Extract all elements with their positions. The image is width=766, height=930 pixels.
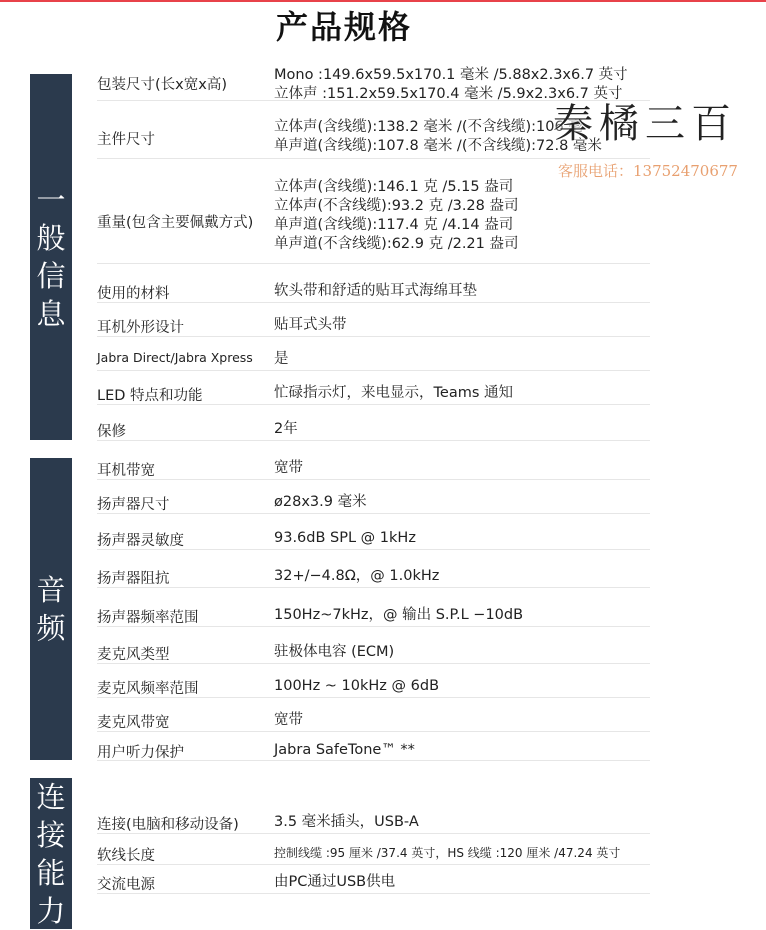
- spec-label: 用户听力保护: [97, 745, 184, 761]
- spec-label: 扬声器灵敏度: [97, 532, 184, 549]
- spec-value-line: 2年: [274, 421, 298, 437]
- spec-value-line: 驻极体电容 (ECM): [274, 643, 395, 660]
- spec-value: [274, 711, 303, 730]
- spec-row: [97, 315, 650, 337]
- spec-row: [97, 492, 650, 514]
- spec-value: [274, 178, 518, 254]
- spec-value: [274, 282, 477, 301]
- spec-row: [97, 605, 650, 627]
- spec-row: [97, 642, 650, 664]
- spec-label: Jabra Direct/Jabra Xpress: [97, 349, 253, 365]
- spec-value-line: 宽带: [274, 711, 303, 728]
- section-band-char: 息: [36, 297, 66, 331]
- page-title: 产品规格: [275, 8, 412, 46]
- spec-value-line: 立体声(含线缆):138.2 毫米 /(不含线缆):106 毫: [274, 119, 583, 135]
- section-band-connectivity: [30, 778, 72, 929]
- spec-value-line: 单声道(含线缆):107.8 毫米 /(不含线缆):72.8 毫米: [274, 138, 602, 154]
- spec-value-line: 是: [274, 350, 289, 367]
- spec-value-line: 宽带: [274, 459, 303, 476]
- spec-label: 连接(电脑和移动设备): [97, 816, 239, 833]
- spec-row: [97, 843, 650, 865]
- spec-value-line: 软头带和舒适的贴耳式海绵耳垫: [274, 282, 477, 299]
- spec-value-line: 立体声(不含线缆):93.2 克 /3.28 盎司: [274, 198, 519, 214]
- spec-value: [274, 741, 415, 760]
- spec-label: 麦克风频率范围: [97, 680, 199, 697]
- spec-row: [97, 178, 650, 264]
- spec-label: 包装尺寸(长x宽x高): [97, 77, 227, 93]
- spec-value: [274, 420, 298, 439]
- section-band-char: 频: [36, 611, 66, 645]
- spec-value: [274, 350, 289, 369]
- spec-label: 麦克风类型: [97, 646, 170, 663]
- spec-value: [274, 844, 620, 863]
- watermark-name: 秦橘三百: [553, 101, 737, 147]
- spec-row: [97, 710, 650, 732]
- section-band-char: 般: [36, 221, 66, 255]
- spec-value-line: 150Hz~7kHz，@ 输出 S.P.L −10dB: [274, 606, 524, 623]
- section-band-char: 能: [36, 855, 66, 890]
- spec-row: [97, 676, 650, 698]
- spec-value-line: 93.6dB SPL @ 1kHz: [274, 529, 416, 546]
- spec-row: [97, 420, 650, 441]
- spec-label: 交流电源: [97, 877, 155, 893]
- spec-value-line: 贴耳式头带: [274, 316, 347, 333]
- spec-value-line: 立体声(含线缆):146.1 克 /5.15 盎司: [274, 179, 514, 195]
- spec-row: [97, 383, 650, 405]
- spec-value: [274, 813, 419, 832]
- spec-value-line: 控制线缆 :95 厘米 /37.4 英寸，HS 线缆 :120 厘米 /47.24 英寸: [274, 845, 621, 860]
- spec-value-line: 3.5 毫米插头，USB-A: [274, 813, 419, 830]
- spec-row: [97, 742, 650, 761]
- spec-value: [274, 459, 303, 478]
- spec-label: 重量(包含主要佩戴方式): [97, 214, 254, 231]
- spec-value-line: Jabra SafeTone™ **: [274, 742, 415, 758]
- spec-label: LED 特点和功能: [97, 387, 203, 404]
- spec-label: 使用的材料: [97, 285, 170, 302]
- spec-row: [97, 873, 650, 894]
- section-band-audio: [30, 458, 72, 760]
- spec-value-line: ø28x3.9 毫米: [274, 493, 367, 510]
- spec-row: [97, 812, 650, 834]
- spec-value: [274, 384, 513, 403]
- spec-label: 软线长度: [97, 847, 155, 864]
- spec-value-line: 立体声 :151.2x59.5x170.4 毫米 /5.9x2.3x6.7 英寸: [274, 86, 623, 102]
- spec-value: [274, 643, 394, 662]
- spec-label: 扬声器尺寸: [97, 496, 170, 513]
- section-band-char: 力: [36, 893, 66, 928]
- spec-label: 耳机带宽: [97, 462, 155, 479]
- spec-value: [274, 493, 367, 512]
- watermark-phone: 客服电话：13752470677: [558, 162, 738, 180]
- spec-label: 耳机外形设计: [97, 319, 184, 336]
- spec-value-line: 单声道(不含线缆):62.9 克 /2.21 盎司: [274, 236, 519, 252]
- spec-row: [97, 281, 650, 303]
- spec-value-line: 100Hz ~ 10kHz @ 6dB: [274, 677, 440, 694]
- spec-label: 麦克风带宽: [97, 714, 170, 731]
- spec-label: 扬声器频率范围: [97, 609, 199, 626]
- spec-value-line: 忙碌指示灯，来电显示，Teams 通知: [274, 384, 513, 401]
- section-band-char: 连: [36, 779, 66, 814]
- spec-row: [97, 349, 650, 371]
- spec-value-line: 单声道(含线缆):117.4 克 /4.14 盎司: [274, 217, 514, 233]
- spec-value: [274, 529, 416, 548]
- spec-label: 扬声器阻抗: [97, 570, 170, 587]
- spec-label: 保修: [97, 424, 126, 440]
- spec-value: [274, 677, 439, 696]
- spec-label: 主件尺寸: [97, 132, 155, 148]
- spec-row: [97, 528, 650, 550]
- spec-value-line: 由PC通过USB供电: [274, 874, 396, 890]
- section-band-char: 音: [36, 573, 66, 607]
- spec-value: [274, 567, 439, 586]
- spec-value-line: Mono :149.6x59.5x170.1 毫米 /5.88x2.3x6.7 英寸: [274, 67, 628, 83]
- spec-value: [274, 873, 395, 892]
- spec-value-line: 32+/−4.8Ω，@ 1.0kHz: [274, 567, 440, 584]
- spec-value: [274, 316, 347, 335]
- spec-row: [97, 458, 650, 480]
- section-band-char: 一: [36, 183, 66, 217]
- section-band-general: [30, 74, 72, 440]
- section-band-char: 信: [36, 259, 66, 293]
- spec-value: [274, 606, 523, 625]
- section-band-char: 接: [36, 817, 66, 852]
- spec-row: [97, 566, 650, 588]
